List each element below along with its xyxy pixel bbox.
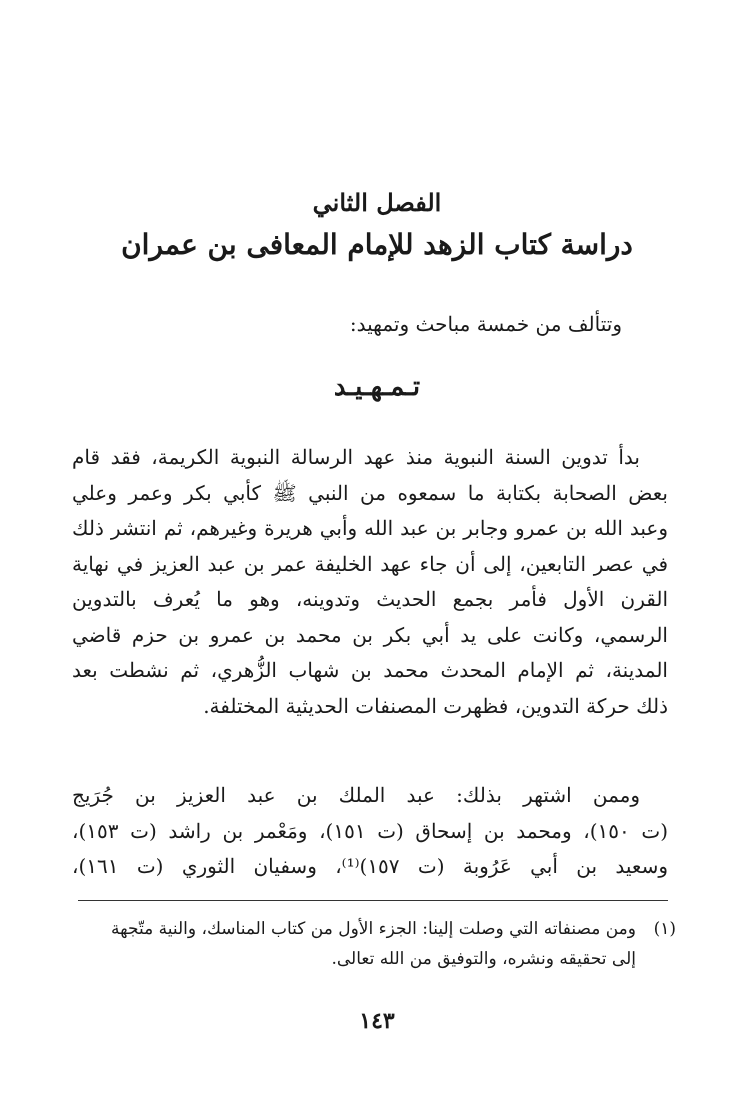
chapter-title: دراسة كتاب الزهد للإمام المعافى بن عمران <box>121 228 633 261</box>
paragraph-line: القرن الأول فأمر بجمع الحديث وتدوينه، وهو ما يُعرف بالتدوين <box>72 587 668 611</box>
intro-line: وتتألف من خمسة مباحث وتمهيد: <box>349 312 622 336</box>
paragraph-2 <box>72 778 668 885</box>
footnote-divider <box>78 900 668 901</box>
paragraph-line: المدينة، ثم الإمام المحدث محمد بن شهاب الزُّهري، ثم نشطت بعد <box>72 658 668 682</box>
footnote <box>72 914 676 974</box>
paragraph-line: بعض الصحابة بكتابة ما سمعوه من النبي ﷺ كأبي بكر وعمر وعلي <box>72 480 668 505</box>
chapter-label: الفصل الثاني <box>312 188 442 217</box>
paragraph-line: الرسمي، وكانت على يد أبي بكر بن محمد بن عمرو بن حزم قاضي <box>72 622 668 647</box>
paragraph-line: ذلك حركة التدوين، فظهرت المصنفات الحديثية المختلفة. <box>203 693 668 718</box>
paragraph-line: وممن اشتهر بذلك: عبد الملك بن عبد العزيز بن جُرَيج <box>72 783 640 807</box>
section-heading: تـمـهـيـد <box>333 372 421 402</box>
paragraph-line: وعبد الله بن عمرو وجابر بن عبد الله وأبي هريرة وغيرهم، ثم انتشر ذلك <box>72 516 668 540</box>
paragraph-1 <box>72 440 668 724</box>
paragraph-line: بدأ تدوين السنة النبوية منذ عهد الرسالة النبوية الكريمة، فقد قام <box>72 445 640 469</box>
paragraph-line: في عصر التابعين، إلى أن جاء عهد الخليفة عمر بن عبد العزيز في نهاية <box>72 551 668 576</box>
footnote-number: (١) <box>653 919 676 939</box>
footnote-line-1 <box>72 914 676 944</box>
footnote-line-2: إلى تحقيقه ونشره، والتوفيق من الله تعالى. <box>331 949 636 969</box>
page-number: ١٤٣ <box>359 1008 395 1034</box>
footnote-text: ومن مصنفاته التي وصلت إلينا: الجزء الأول من كتاب المناسك، والنية متّجهة <box>111 919 636 939</box>
paragraph-line: (ت ١٥٠)، ومحمد بن إسحاق (ت ١٥١)، ومَعْمر بن راشد (ت ١٥٣)، <box>72 818 668 843</box>
paragraph-line: وسعيد بن أبي عَرُوبة (ت ١٥٧)⁽¹⁾، وسفيان الثوري (ت ١٦١)، <box>72 854 669 878</box>
